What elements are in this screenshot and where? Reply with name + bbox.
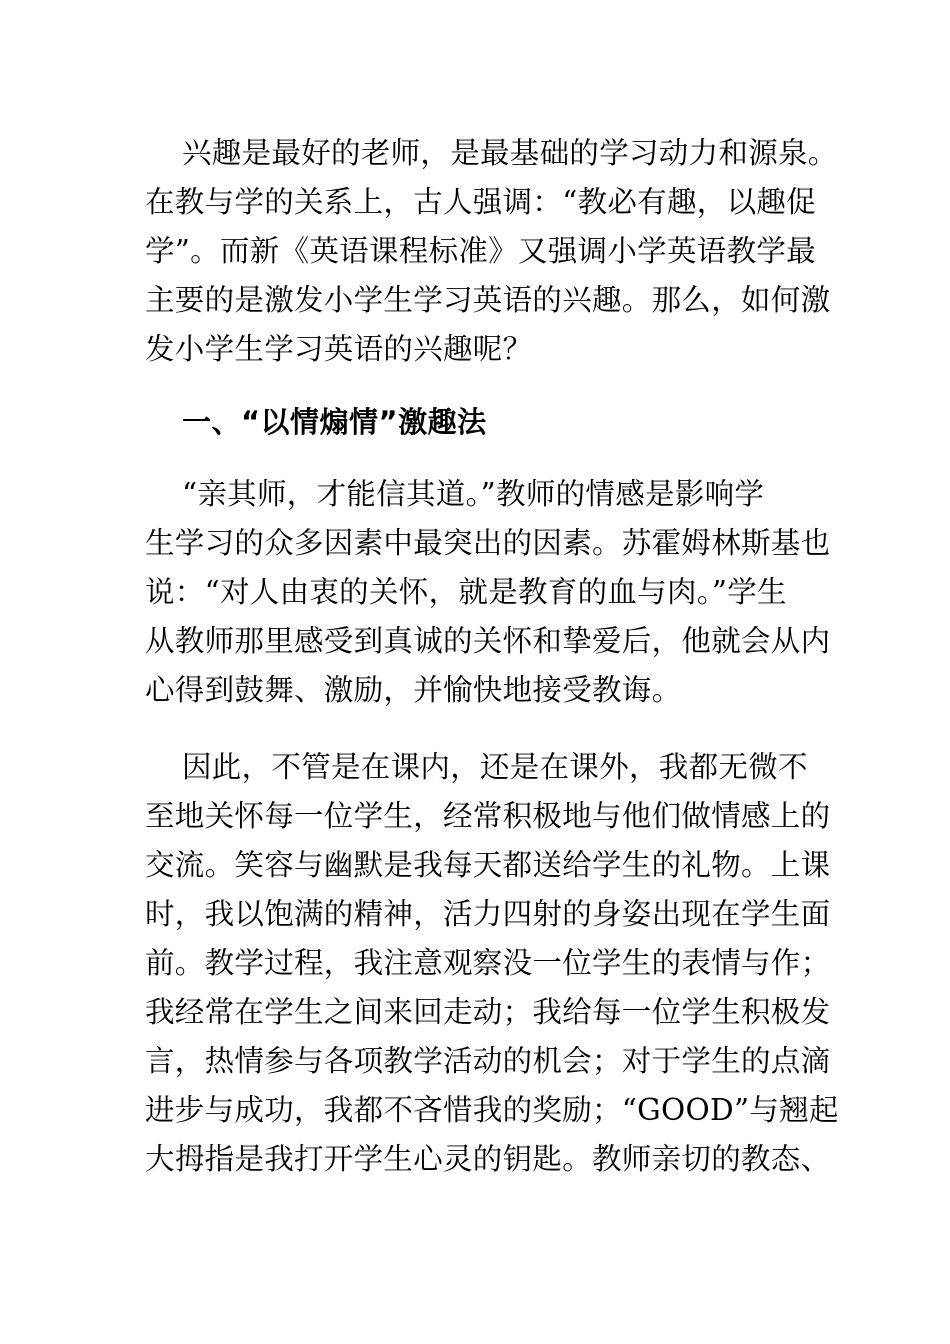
text-line: 交流。笑容与幽默是我每天都送给学生的礼物。上课 <box>145 848 831 882</box>
text-line: “亲其师，才能信其道。”教师的情感是影响学 <box>182 477 765 511</box>
text-line: 生学习的众多因素中最突出的因素。苏霍姆林斯基也 <box>145 526 831 560</box>
paragraph-teacher-emotion <box>145 470 831 715</box>
text-line: 说：“对人由衷的关怀，就是教育的血与肉。”学生 <box>145 575 787 609</box>
paragraph-intro <box>145 129 838 374</box>
text-line: 进步与成功，我都不吝惜我的奖励；“GOOD”与翘起 <box>145 1093 839 1127</box>
text-line: 至地关怀每一位学生，经常积极地与他们做情感上的 <box>145 799 831 833</box>
text-line: 发小学生学习英语的兴趣呢？ <box>145 332 533 366</box>
text-line: 兴趣是最好的老师，是最基础的学习动力和源泉。 <box>182 136 838 170</box>
text-line: 心得到鼓舞、激励，并愉快地接受教诲。 <box>145 673 682 707</box>
text-line: 从教师那里感受到真诚的关怀和挚爱后，他就会从内 <box>145 624 831 658</box>
text-line: 我经常在学生之间来回走动；我给每一位学生积极发 <box>145 995 831 1029</box>
text-line: 言，热情参与各项教学活动的机会；对于学生的点滴 <box>145 1044 831 1078</box>
text-line: 学”。而新《英语课程标准》又强调小学英语教学最 <box>145 234 816 268</box>
text-line: 大拇指是我打开学生心灵的钥匙。教师亲切的教态、 <box>145 1142 831 1176</box>
text-line: 前。教学过程，我注意观察没一位学生的表情与作； <box>145 946 831 980</box>
text-line: 在教与学的关系上，古人强调：“教必有趣，以趣促 <box>145 185 816 219</box>
paragraph-care-students <box>145 743 839 1184</box>
text-line: 主要的是激发小学生学习英语的兴趣。那么，如何激 <box>145 283 831 317</box>
text-line: 因此，不管是在课内，还是在课外，我都无微不 <box>182 750 808 784</box>
section-heading: 一、“以情煽情”激趣法 <box>182 405 487 439</box>
text-line: 时，我以饱满的精神，活力四射的身姿出现在学生面 <box>145 897 831 931</box>
